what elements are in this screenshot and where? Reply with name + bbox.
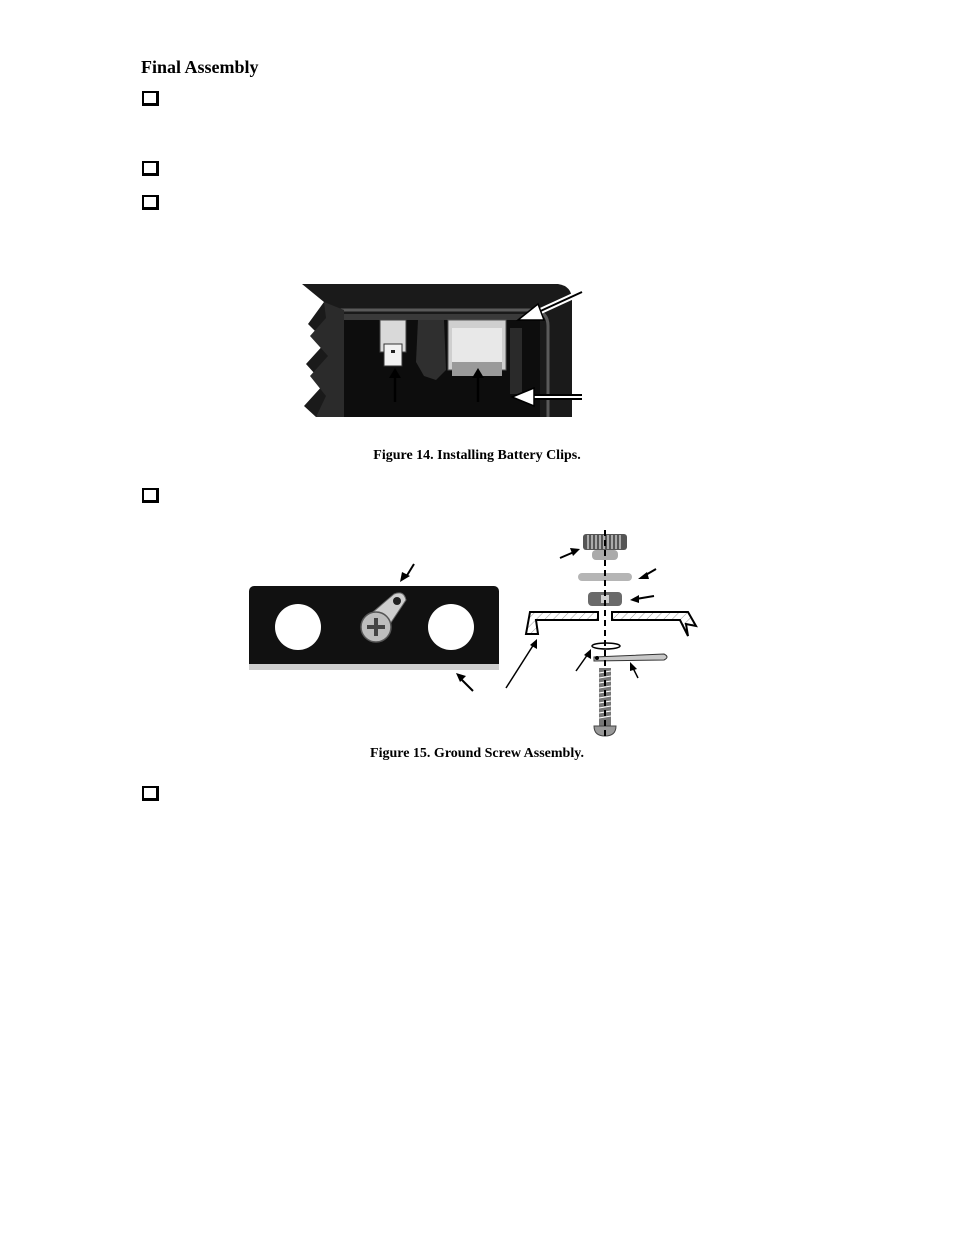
section-title: Final Assembly [141,57,259,77]
figure-15-caption: Figure 15. Ground Screw Assembly. [370,746,584,761]
figure-15-exploded-diagram [500,528,700,738]
step-checkbox-5[interactable] [142,786,159,801]
figure-14-battery-clips-photo [296,284,586,419]
step-checkbox-1[interactable] [142,91,159,106]
step-checkbox-3[interactable] [142,195,159,210]
figure-15-panel-photo [246,560,506,695]
figure-14-caption: Figure 14. Installing Battery Clips. [373,448,581,463]
step-checkbox-4[interactable] [142,488,159,503]
step-checkbox-2[interactable] [142,161,159,176]
